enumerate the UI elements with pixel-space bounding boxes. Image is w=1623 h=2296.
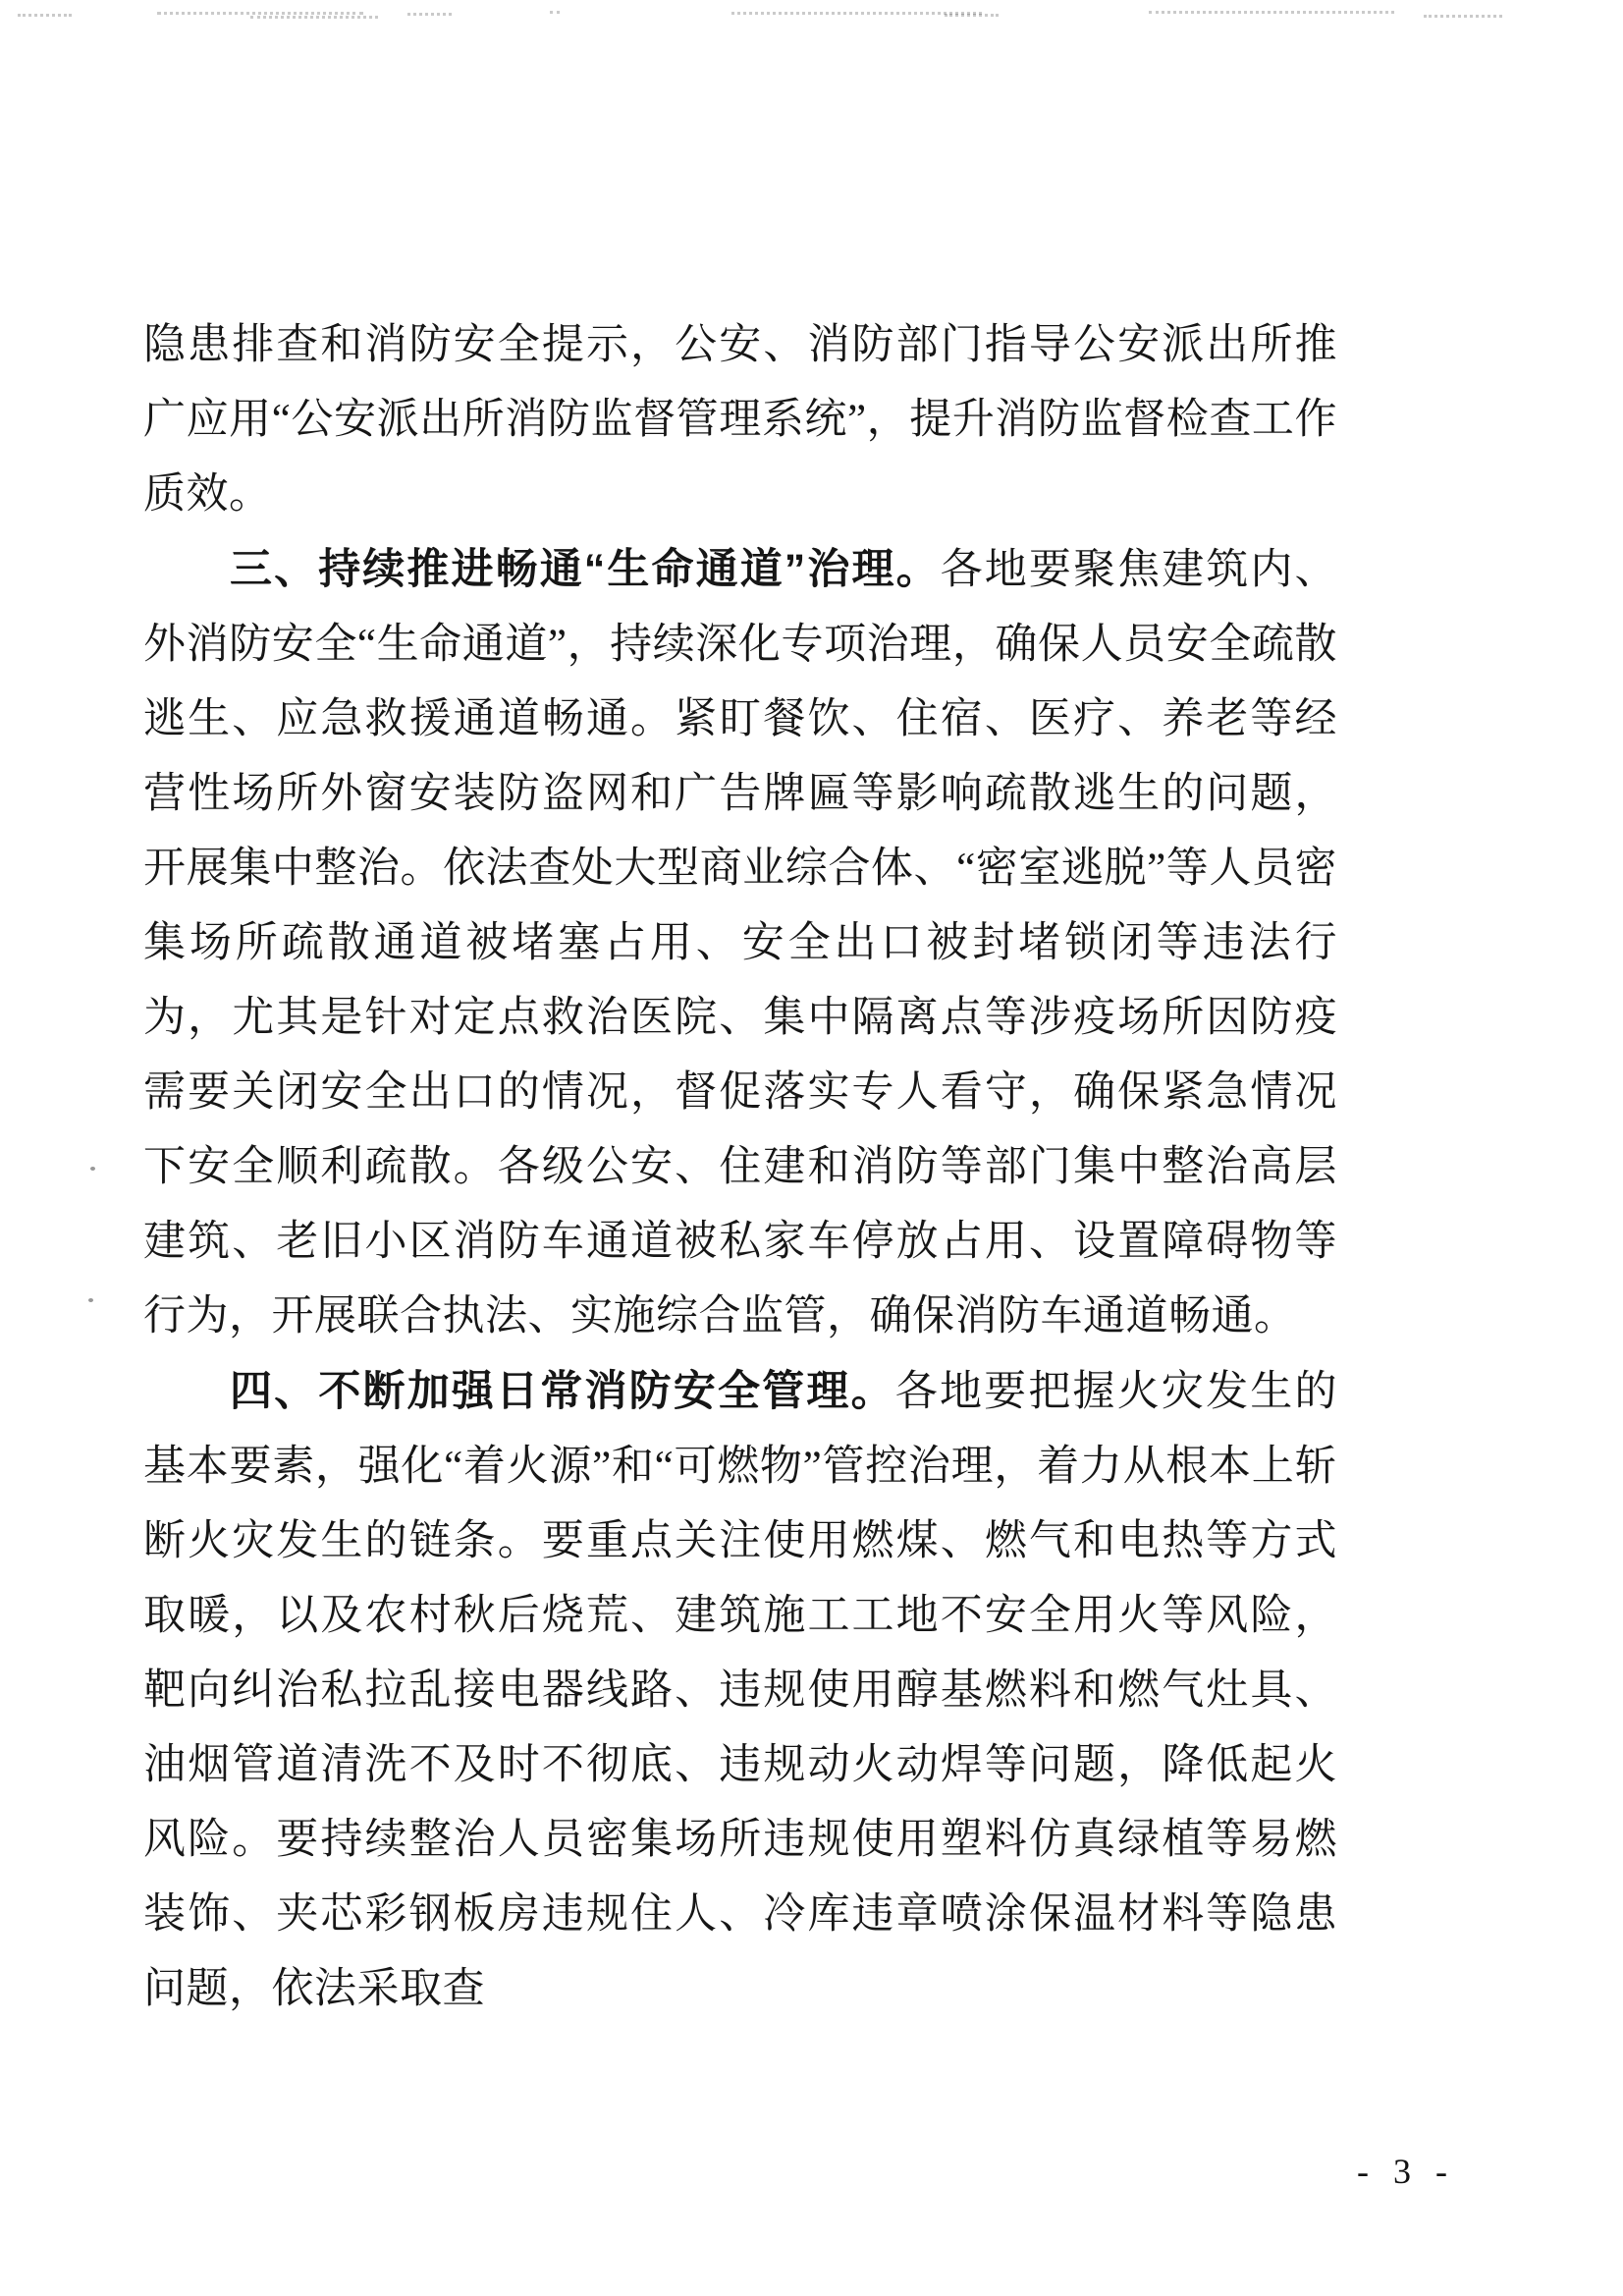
scan-noise-artifact [18, 14, 72, 17]
paragraph-section-four [143, 1354, 1337, 2027]
scan-noise-artifact [1424, 15, 1502, 18]
scan-noise-artifact [157, 12, 363, 15]
page-number: - 3 - [1357, 2152, 1455, 2191]
section-three-heading: 三、持续推进畅通“生命通道”治理。 [230, 546, 941, 593]
scan-noise-artifact [945, 14, 999, 17]
scan-noise-artifact [250, 16, 378, 19]
document-body [143, 308, 1337, 2027]
scan-noise-artifact [1149, 11, 1394, 14]
paragraph-section-three [143, 532, 1337, 1354]
scan-speck-artifact [90, 1167, 95, 1171]
scan-speck-artifact [88, 1298, 93, 1302]
section-four-text: 各地要把握火灾发生的基本要素，强化“着火源”和“可燃物”管控治理，着力从根本上斩断火灾发生的链条。要重点关注使用燃煤、燃气和电热等方式取暖，以及农村秋后烧荒、建筑施工工地不安全用火等风险，靶向纠治私拉乱接电器线路、违规使用醇基燃料和燃气灶具、油烟管道清洗不及时不彻底、违规动火动焊等问题，降低起火风险。要持续整治人员密集场所违规使用塑料仿真绿植等易燃装饰、夹芯彩钢板房违规住人、冷库违章喷涂保温材料等隐患问题，依法采取查 [143, 1369, 1337, 2012]
scan-noise-artifact [407, 13, 452, 16]
section-four-heading: 四、不断加强日常消防安全管理。 [230, 1368, 895, 1415]
paragraph-continuation: 隐患排查和消防安全提示，公安、消防部门指导公安派出所推广应用“公安派出所消防监督管理系统”，提升消防监督检查工作质效。 [143, 322, 1337, 518]
scan-noise-artifact [550, 11, 560, 14]
section-three-text: 各地要聚焦建筑内、外消防安全“生命通道”，持续深化专项治理，确保人员安全疏散逃生、应急救援通道畅通。紧盯餐饮、住宿、医疗、养老等经营性场所外窗安装防盗网和广告牌匾等影响疏散逃生的问题，开展集中整治。依法查处大型商业综合体、“密室逃脱”等人员密集场所疏散通道被堵塞占用、安全出口被封堵锁闭等违法行为，尤其是针对定点救治医院、集中隔离点等涉疫场所因防疫需要关闭安全出口的情况，督促落实专人看守，确保紧急情况下安全顺利疏散。各级公安、住建和消防等部门集中整治高层建筑、老旧小区消防车通道被私家车停放占用、设置障碍物等行为，开展联合执法、实施综合监管，确保消防车通道畅通。 [143, 547, 1338, 1339]
